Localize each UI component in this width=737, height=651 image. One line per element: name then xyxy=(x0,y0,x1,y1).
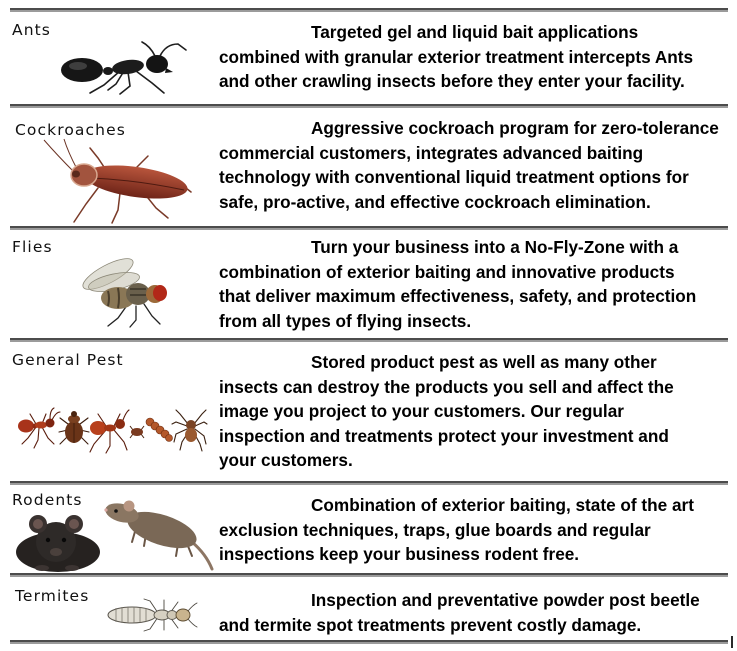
brown-rat-figure xyxy=(103,500,212,569)
description-line: from all types of flying insects. xyxy=(219,310,472,331)
service-description-rodents xyxy=(219,493,694,567)
description-line: Combination of exterior baiting, state of the art xyxy=(311,495,694,515)
description-line: combination of exterior baiting and innovative products xyxy=(219,261,675,282)
small-bug-figure xyxy=(130,426,144,438)
description-line: and termite spot treatments prevent costly damage. xyxy=(219,614,642,635)
service-description-ants xyxy=(219,20,693,94)
description-line: safe, pro-active, and effective cockroach elimination. xyxy=(219,191,651,212)
service-row-termites xyxy=(0,577,737,640)
description-line: Aggressive cockroach program for zero-tolerance xyxy=(311,118,719,138)
description-line: image you project to your customers. Our regular xyxy=(219,401,624,421)
insects-icon xyxy=(14,400,208,454)
cockroach-body xyxy=(71,160,190,204)
termite-icon xyxy=(104,597,198,633)
service-description-termites xyxy=(219,588,700,637)
description-line: your customers. xyxy=(219,450,353,470)
service-label-flies: Flies xyxy=(12,238,53,256)
cockroach-icon xyxy=(40,138,192,224)
service-row-flies xyxy=(0,230,737,338)
red-ant-figure xyxy=(18,408,60,448)
text-cursor-mark xyxy=(731,636,733,648)
ant-body xyxy=(61,55,173,82)
description-line: combined with granular exterior treatment intercepts Ants xyxy=(219,46,694,67)
service-row-general-pest xyxy=(0,342,737,481)
service-label-general-pest: General Pest xyxy=(12,351,124,369)
termite-body xyxy=(108,607,190,623)
description-line: Turn your business into a No-Fly-Zone with a xyxy=(311,237,679,257)
dark-rat-figure xyxy=(16,515,100,572)
long-leg-ant-figure xyxy=(90,410,129,453)
service-label-ants: Ants xyxy=(12,21,51,39)
service-label-cockroaches: Cockroaches xyxy=(15,121,126,139)
service-description-flies xyxy=(219,235,696,333)
ant-icon xyxy=(58,38,188,96)
description-line: commercial customers, integrates advanced baiting xyxy=(219,142,644,163)
description-line: exclusion techniques, traps, glue boards and regular xyxy=(219,519,651,540)
service-row-ants xyxy=(0,12,737,104)
larva-figure xyxy=(146,418,173,442)
service-label-rodents: Rodents xyxy=(12,491,83,509)
description-line: Stored product pest as well as many other xyxy=(311,352,657,372)
separator-line xyxy=(10,640,728,644)
service-row-cockroaches xyxy=(0,108,737,226)
service-description-cockroaches xyxy=(219,116,719,214)
description-line: inspection and treatments protect your investment and xyxy=(219,425,669,446)
fly-icon xyxy=(78,254,178,328)
service-row-rodents xyxy=(0,485,737,573)
description-line: and other crawling insects before they enter your facility. xyxy=(219,71,685,91)
beetle-figure xyxy=(59,411,89,444)
service-description-general-pest xyxy=(219,350,674,473)
service-label-termites: Termites xyxy=(15,587,90,605)
description-line: inspections keep your business rodent free. xyxy=(219,544,580,564)
spider-figure xyxy=(172,410,207,451)
description-line: Inspection and preventative powder post beetle xyxy=(311,590,700,610)
cockroach-antennae xyxy=(44,139,77,172)
description-line: insects can destroy the products you sell and affect the xyxy=(219,376,674,397)
description-line: Targeted gel and liquid bait applications xyxy=(311,22,639,42)
description-line: technology with conventional liquid treatment options for xyxy=(219,167,689,187)
description-line: that deliver maximum effectiveness, safety, and protection xyxy=(219,286,697,306)
